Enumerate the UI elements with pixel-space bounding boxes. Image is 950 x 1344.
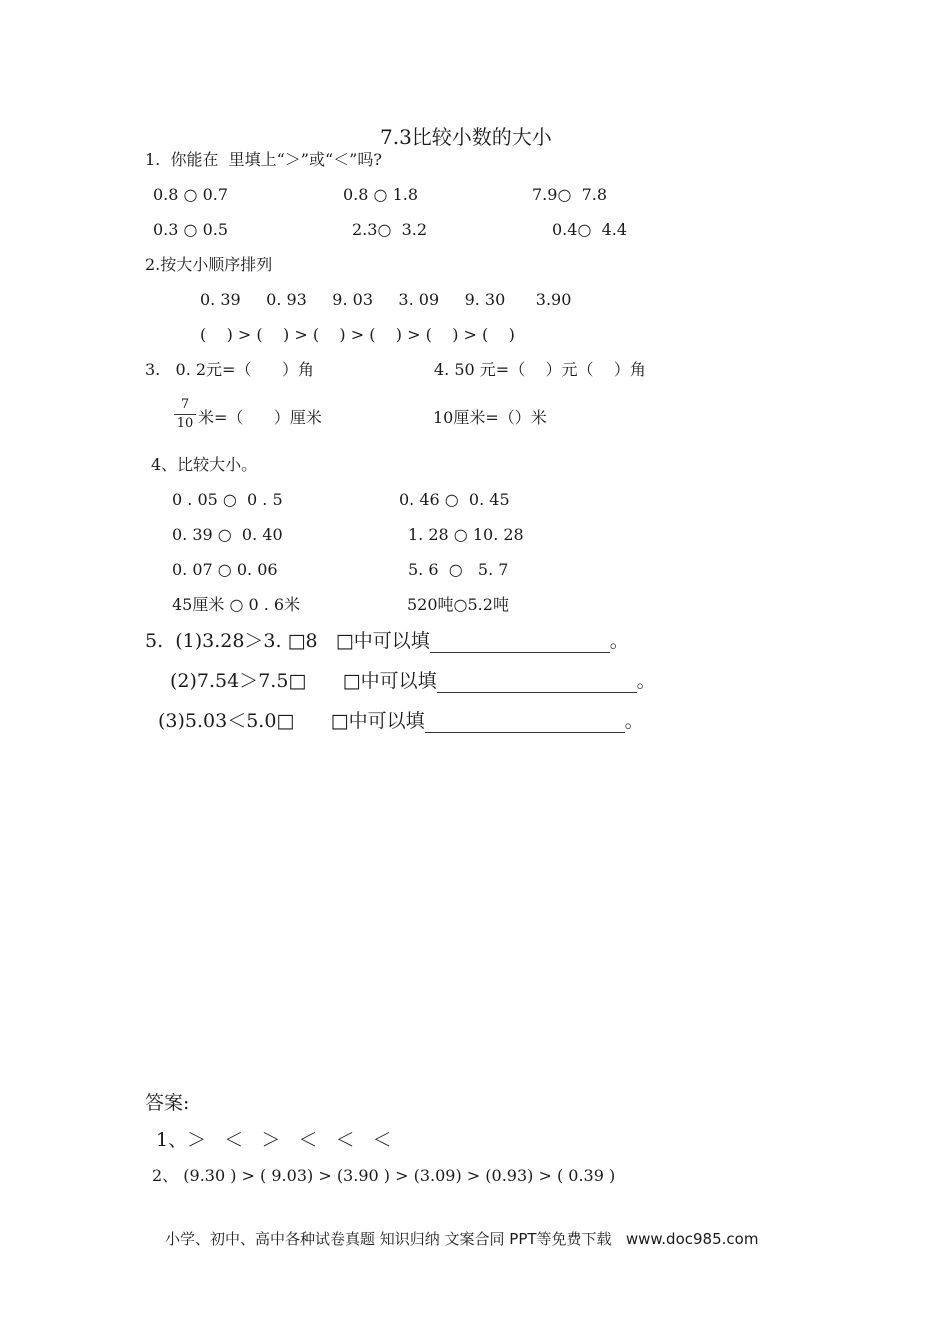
footer-text: 小学、初中、高中各种试卷真题 知识归纳 文案合同 PPT等免费下载 www.doc985.com [165,1230,759,1248]
q1-item: 7.9○ 7.8 [532,185,608,204]
q5-line-1-text: 5. (1)3.28＞3. □8 □中可以填 [145,630,430,652]
q5-line-3-text: (3)5.03＜5.0□ □中可以填 [158,710,425,732]
q3-line2-left: 米=（ ）厘米 [198,408,322,427]
q4-item: 1. 28 ○ 10. 28 [408,525,524,544]
period: 。 [609,630,629,652]
q2-order-blanks: ( ) > ( ) > ( ) > ( ) > ( ) > ( ) [200,325,515,344]
q5-line-2 [170,669,656,693]
q4-item: 520吨○5.2吨 [407,595,509,614]
answer-blank [425,714,625,733]
fraction-denominator: 10 [176,416,194,431]
q1-item: 0.8 ○ 0.7 [153,185,229,204]
q4-prompt: 4、比较大小。 [151,455,258,474]
q4-item: 0. 39 ○ 0. 40 [172,525,283,544]
q1-item: 0.4○ 4.4 [552,220,628,239]
q1-item: 0.8 ○ 1.8 [343,185,419,204]
q4-conversion: 4. 50 元=（ ）元（ ）角 [434,360,646,379]
fraction-numerator: 7 [180,397,190,412]
q2-numbers: 0. 39 0. 93 9. 03 3. 09 9. 30 3.90 [200,290,572,309]
q1-item: 0.3 ○ 0.5 [153,220,229,239]
q4-item: 0 . 05 ○ 0 . 5 [172,490,283,509]
q4-item: 0. 46 ○ 0. 45 [399,490,510,509]
q5-line-1 [145,629,629,653]
q4-item: 45厘米 ○ 0 . 6米 [172,595,301,614]
q1-prompt: 1. 你能在 里填上“＞”或“＜”吗? [145,150,382,169]
q2-prompt: 2.按大小顺序排列 [145,255,273,274]
q3-line2-right: 10厘米=（）米 [433,408,547,427]
answer-2: 2、 (9.30 ) > ( 9.03) > (3.90 ) > (3.09) > (0.93) > ( 0.39 ) [152,1166,616,1185]
q1-item: 2.3○ 3.2 [352,220,428,239]
period: 。 [636,670,656,692]
answer-1: 1、＞ ＜ ＞ ＜ ＜ ＜ [156,1129,392,1151]
answer-blank [437,674,637,693]
fraction-bar [174,414,196,415]
answers-heading: 答案: [145,1092,190,1114]
answer-blank [430,634,610,653]
q5-line-3 [158,709,644,733]
q4-item: 0. 07 ○ 0. 06 [172,560,278,579]
q5-line-2-text: (2)7.54＞7.5□ □中可以填 [170,670,437,692]
page-title: 7.3比较小数的大小 [380,125,552,149]
q4-item: 5. 6 ○ 5. 7 [408,560,509,579]
period: 。 [624,710,644,732]
q3-line1-left: 3. 0. 2元=（ ）角 [145,360,314,379]
fraction [174,398,196,431]
